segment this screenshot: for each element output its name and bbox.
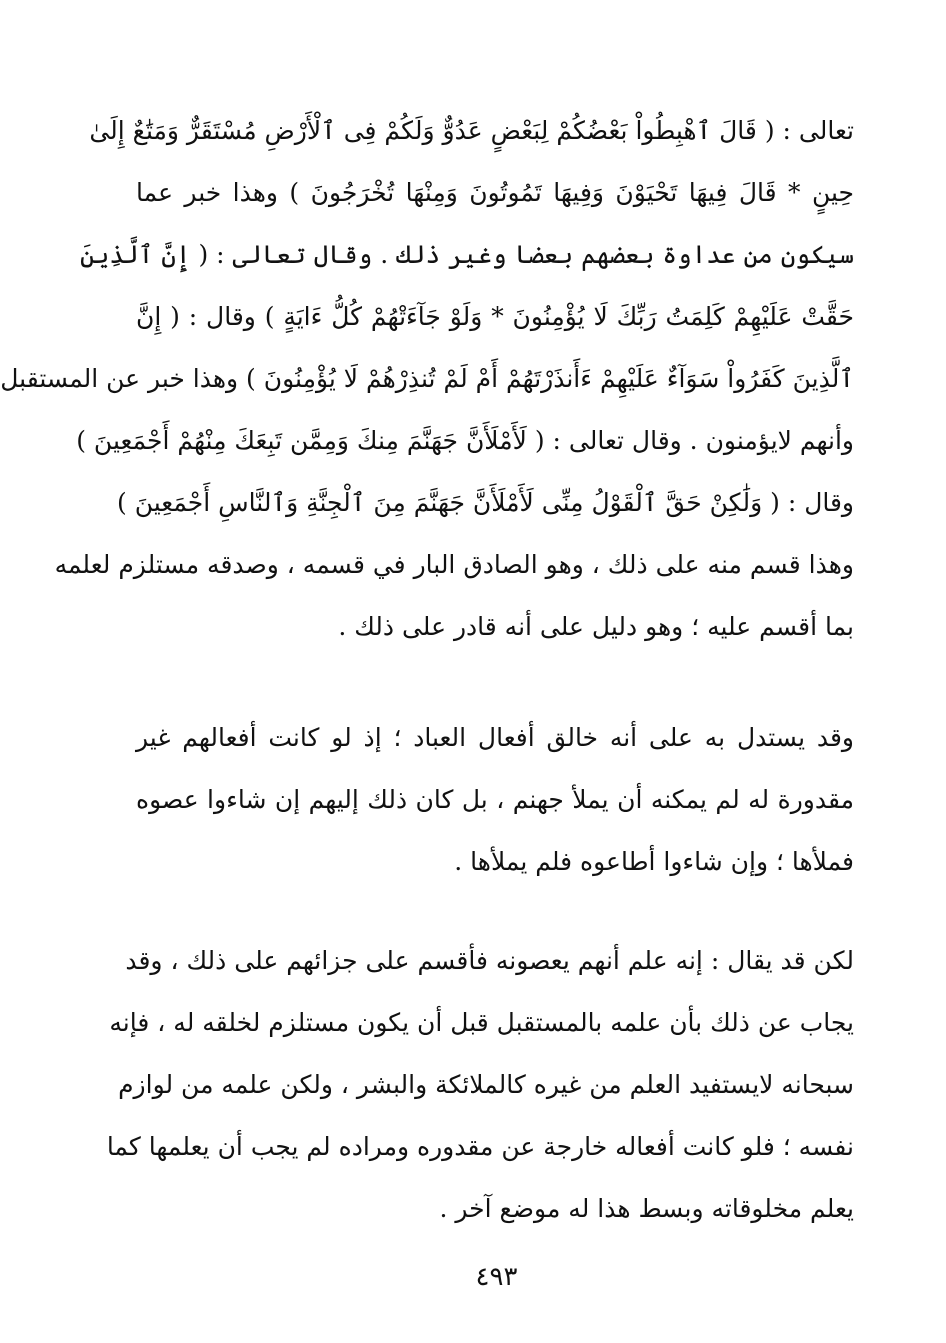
paragraph-1 (0, 100, 854, 658)
text-line: يجاب عن ذلك بأن علمه بالمستقبل قبل أن يكون مستلزم لخلقه له ، فإنه (109, 1008, 854, 1037)
text-line: حَقَّتْ عَلَيْهِمْ كَلِمَتُ رَبِّكَ لَا يُؤْمِنُونَ * وَلَوْ جَآءَتْهُمْ كُلُّ ءَايَةٍ ) وقال : ( إِنَّ (136, 302, 854, 331)
page-number: ٤٩٣ (475, 1262, 518, 1292)
text-line: سبحانه لايستفيد العلم من غيره كالملائكة والبشر ، ولكن علمه من لوازم (118, 1070, 854, 1099)
paragraph-3 (106, 930, 854, 1240)
text-line: حِينٍ * قَالَ فِيهَا تَحْيَوْنَ وَفِيهَا تَمُوتُونَ وَمِنْهَا تُخْرَجُونَ ) وهذا خبر عما (136, 178, 854, 207)
text-line: تعالى : ( قَالَ ٱهْبِطُواْ بَعْضُكُمْ لِبَعْضٍ عَدُوٌّ وَلَكُمْ فِى ٱلْأَرْضِ مُسْتَقَرٌّ وَمَتَٰعٌ إِلَىٰ (89, 116, 854, 145)
text-line: بما أقسم عليه ؛ وهو دليل على أنه قادر على ذلك . (338, 612, 854, 641)
text-line: مقدورة له لم يمكنه أن يملأ جهنم ، بل كان ذلك إليهم إن شاءوا عصوه (136, 785, 854, 814)
text-line: يعلم مخلوقاته وبسط هذا له موضع آخر . (439, 1194, 854, 1223)
text-line: سيكون من عداوة بعضهم بعضا وغير ذلك . وقال تعالى : ( إِنَّ ٱلَّذِينَ (80, 240, 854, 269)
text-line: نفسه ؛ فلو كانت أفعاله خارجة عن مقدوره ومراده لم يجب أن يعلمها كما (106, 1132, 854, 1161)
text-line: ٱلَّذِينَ كَفَرُواْ سَوَآءٌ عَلَيْهِمْ ءَأَنذَرْتَهُمْ أَمْ لَمْ تُنذِرْهُمْ لَا يُؤْمِنُونَ ) وهذا خبر عن المستقبل (0, 364, 854, 393)
text-line: وهذا قسم منه على ذلك ، وهو الصادق البار في قسمه ، وصدقه مستلزم لعلمه (54, 550, 854, 579)
text-line: فملأها ؛ وإن شاءوا أطاعوه فلم يملأها . (454, 847, 854, 876)
paragraph-2 (136, 707, 854, 893)
text-line: وقد يستدل به على أنه خالق أفعال العباد ؛ إذ لو كانت أفعالهم غير (136, 723, 854, 752)
text-line: وقال : ( وَلَٰكِنْ حَقَّ ٱلْقَوْلُ مِنِّى لَأَمْلَأَنَّ جَهَنَّمَ مِنَ ٱلْجِنَّةِ وَٱلنَّاسِ أَجْمَعِينَ ) (117, 488, 854, 517)
text-line: لكن قد يقال : إنه علم أنهم يعصونه فأقسم على جزائهم على ذلك ، وقد (125, 946, 854, 975)
text-line: وأنهم لايؤمنون . وقال تعالى : ( لَأَمْلَأَنَّ جَهَنَّمَ مِنكَ وَمِمَّن تَبِعَكَ مِنْهُمْ أَجْمَعِينَ ) (76, 426, 854, 455)
